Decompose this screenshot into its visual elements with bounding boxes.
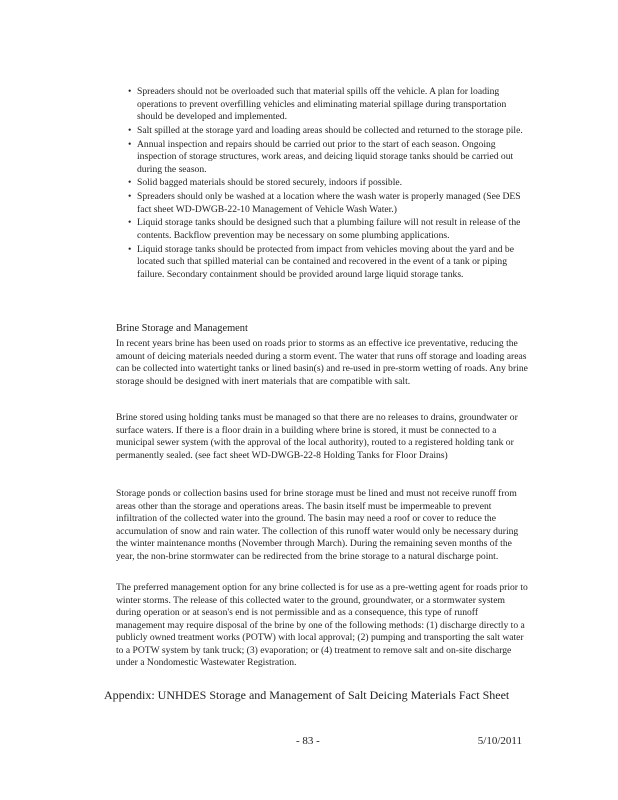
list-item-text: Liquid storage tanks should be designed such that a plumbing failure will not result in release of the contents. Backflow prevention may be necessary on some plumbing applications. [137, 217, 521, 241]
list-item [128, 244, 528, 282]
paragraph: The preferred management option for any brine collected is for use as a pre-wetting agent for roads prior to winter storms. The release of this collected water to the ground, groundwater, or a stormwater system during operation or at season's end is not permissible and as a consequence, this type of runoff management may require disposal of the brine by one of the following methods: (1) discharge directly to a publicly owned treatment works (POTW) with local approval; (2) pumping and transporting the salt water to a POTW system by tank truck; (3) evaporation; or (4) treatment to remove salt and on-site discharge under a Nondomestic Wastewater Registration. [116, 582, 528, 669]
list-item [128, 217, 528, 242]
bullet-icon: • [128, 86, 132, 97]
footer-date: 5/10/2011 [477, 735, 522, 747]
bullet-icon: • [128, 138, 132, 150]
list-item-text: Spreaders should not be overloaded such that material spills off the vehicle. A plan for loading operations to prevent overfilling vehicles and eliminating material spillage during transportation should be developed and implemented. [137, 86, 507, 122]
bullet-icon: • [128, 177, 132, 189]
page-number: - 83 - [296, 735, 320, 747]
list-item-text: Annual inspection and repairs should be carried out prior to the start of each season. Ongoing inspection of storage structures, work areas, and deicing liquid storage tanks should be carried out during the season. [137, 138, 514, 175]
list-item [128, 177, 528, 190]
list-item [128, 191, 528, 216]
list-item [128, 86, 528, 124]
list-item [128, 139, 528, 177]
paragraph: Brine stored using holding tanks must be managed so that there are no releases to drains, groundwater or surface waters. If there is a floor drain in a building where brine is stored, it must be connected to a municipal sewer system (with the approval of the local authority), routed to a registered holding tank or permanently sealed. (see fact sheet WD-DWGB-22-8 Holding Tanks for Floor Drains) [116, 412, 518, 461]
bullet-icon: • [128, 243, 132, 255]
bullet-icon: • [128, 191, 132, 203]
appendix-title: Appendix: UNHDES Storage and Management of Salt Deicing Materials Fact Sheet [104, 688, 510, 702]
section-heading: Brine Storage and Management [116, 323, 248, 334]
list-item-text: Spreaders should only be washed at a location where the wash water is properly managed (See DES fact sheet WD-DWGB-22-10 Management of Vehicle Wash Water.) [137, 191, 521, 215]
list-item-text: Solid bagged materials should be stored securely, indoors if possible. [137, 177, 403, 189]
bullet-icon: • [128, 217, 132, 229]
list-item-text: Salt spilled at the storage yard and loading areas should be collected and returned to the storage pile. [137, 124, 523, 136]
bullet-icon: • [128, 124, 132, 136]
list-item [128, 125, 528, 138]
paragraph: In recent years brine has been used on roads prior to storms as an effective ice preventative, reducing the amount of deicing materials needed during a storm event. The water that runs off storage and loading areas can be collected into watertight tanks or lined basin(s) and re-used in pre-storm wetting of roads. Any brine storage should be designed with inert materials that are compatible with salt. [116, 338, 528, 387]
bullet-list [128, 86, 528, 283]
list-item-text: Liquid storage tanks should be protected from impact from vehicles moving about the yard and be located such that spilled material can be contained and recovered in the event of a tank or piping failure. Secondary containment should be provided around large liquid storage tanks. [137, 243, 514, 280]
paragraph: Storage ponds or collection basins used for brine storage must be lined and must not receive runoff from areas other than the storage and operations areas. The basin itself must be impermeable to prevent infiltration of the collected water into the ground. The basin may need a roof or cover to reduce the accumulation of snow and rain water. The collection of this runoff water would only be necessary during the winter maintenance months (November through March). During the remaining seven months of the year, the non-brine stormwater can be redirected from the brine storage to a natural discharge point. [116, 488, 519, 562]
